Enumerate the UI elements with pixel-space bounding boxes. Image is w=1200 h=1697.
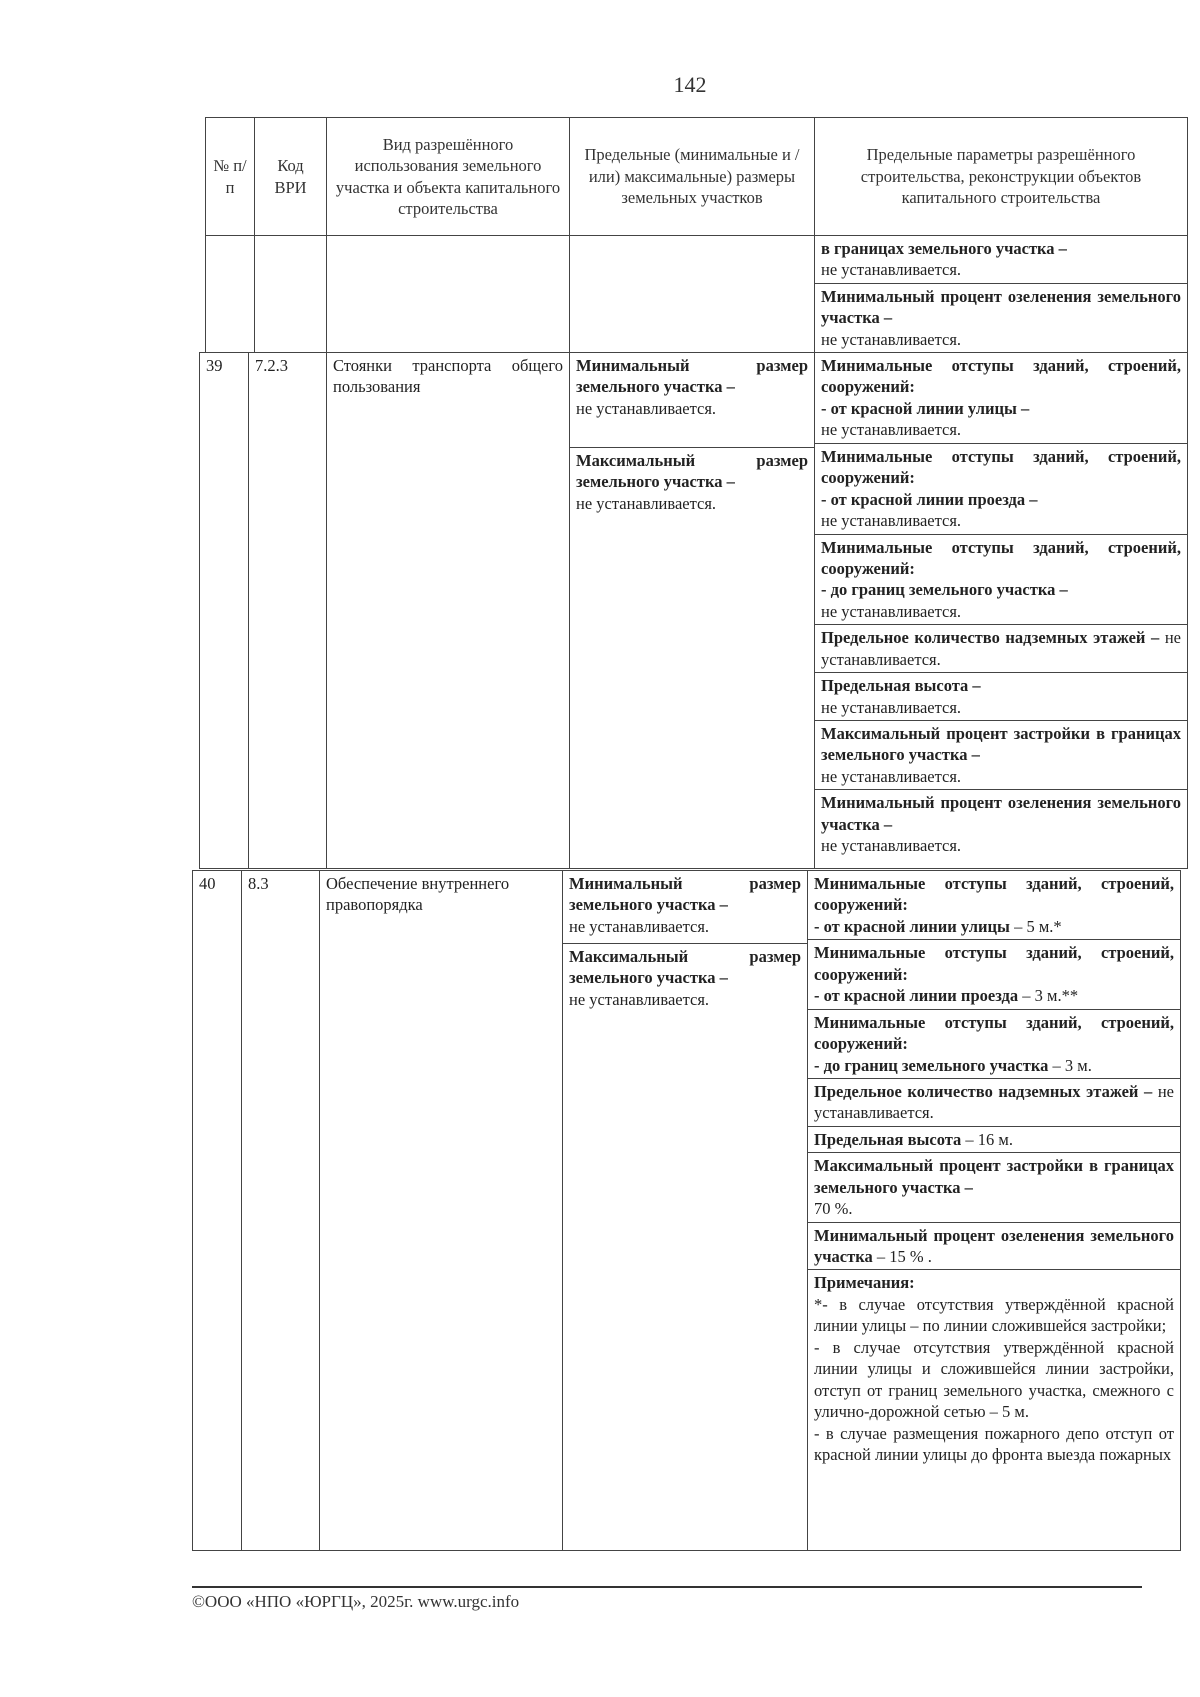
row40-param-2: Минимальные отступы зданий, строений, сооружений: - от красной линии проезда – 3 м.** (808, 940, 1180, 1009)
row40-num: 40 (193, 871, 242, 1551)
row40-params (808, 871, 1181, 1551)
row39-num: 39 (200, 353, 249, 869)
header-use-type: Вид разрешённого использования земельного участка и объекта капитального строительства (327, 118, 570, 236)
header-num: № п/п (206, 118, 255, 236)
row39-param-6: Максимальный процент застройки в границах земельного участка – не устанавливается. (815, 721, 1187, 790)
row39-param-5: Предельная высота – не устанавливается. (815, 673, 1187, 721)
note-2: - в случае отсутствия утверждённой красной линии улицы и сложившейся линии застройки, отступ от границ земельного участка, смежного с улично-дорожной сетью – 5 м. (814, 1337, 1174, 1422)
footer-divider (192, 1586, 1142, 1588)
row39-code: 7.2.3 (249, 353, 327, 869)
footer-copyright: ©ООО «НПО «ЮРГЦ», 2025г. www.urgc.info (192, 1592, 520, 1611)
continuation-table (205, 235, 1188, 353)
row39-min-size: Минимальный размер земельного участка – не устанавливается. (570, 353, 814, 448)
header-build-params: Предельные параметры разрешённого строительства, реконструкции объектов капитального строительства (815, 118, 1188, 236)
row39-name: Стоянки транспорта общего пользования (327, 353, 570, 869)
cont-size (570, 236, 815, 353)
row-39-table (199, 352, 1188, 869)
notes-title: Примечания: (814, 1273, 915, 1293)
note-1: *- в случае отсутствия утверждённой красной линии улицы – по линии сложившейся застройки; (814, 1294, 1174, 1336)
row40-param-5: Предельная высота – 16 м. (808, 1126, 1180, 1152)
row39-param-7: Минимальный процент озеленения земельного участка – не устанавливается. (821, 793, 1181, 856)
row39-max-size: Максимальный размер земельного участка – не устанавливается. (576, 451, 808, 513)
note-3: - в случае размещения пожарного депо отступ от красной линии улицы до фронта выезда пожарных (814, 1423, 1174, 1464)
row40-name: Обеспечение внутреннего правопорядка (320, 871, 563, 1551)
row40-max-size: Максимальный размер земельного участка – не устанавливается. (569, 947, 801, 1009)
page-number: 142 (673, 72, 707, 97)
row40-notes (808, 1270, 1180, 1467)
row39-param-3: Минимальные отступы зданий, строений, сооружений: - до границ земельного участка – не устанавливается. (815, 534, 1187, 625)
row40-param-6: Максимальный процент застройки в границах земельного участка – 70 %. (808, 1153, 1180, 1222)
header-code: Код ВРИ (255, 118, 327, 236)
row40-min-size: Минимальный размер земельного участка – не устанавливается. (563, 871, 807, 944)
cont-param-2: Минимальный процент озеленения земельного участка – не устанавливается. (821, 286, 1181, 349)
row-40-table (192, 870, 1181, 1551)
row39-param-1: Минимальные отступы зданий, строений, сооружений: - от красной линии улицы – не устанавливается. (815, 353, 1187, 443)
cont-code (255, 236, 327, 353)
cont-params (815, 236, 1188, 353)
cont-name (327, 236, 570, 353)
header-land-size: Предельные (минимальные и /или) максимальные) размеры земельных участков (570, 118, 815, 236)
row40-param-3: Минимальные отступы зданий, строений, сооружений: - до границ земельного участка – 3 м. (808, 1009, 1180, 1078)
header-table (205, 117, 1188, 236)
row40-code: 8.3 (242, 871, 320, 1551)
row39-land-size (570, 353, 815, 869)
row40-param-4: Предельное количество надземных этажей – не устанавливается. (808, 1078, 1180, 1126)
row39-params (815, 353, 1188, 869)
row39-param-4: Предельное количество надземных этажей – не устанавливается. (815, 625, 1187, 673)
cont-num (206, 236, 255, 353)
row40-param-1: Минимальные отступы зданий, строений, сооружений: - от красной линии улицы – 5 м.* (808, 871, 1180, 940)
row40-param-7: Минимальный процент озеленения земельного участка – 15 % . (808, 1222, 1180, 1270)
row40-land-size (563, 871, 808, 1551)
row39-param-2: Минимальные отступы зданий, строений, сооружений: - от красной линии проезда – не устанавливается. (815, 443, 1187, 534)
cont-param-1: в границах земельного участка – не устанавливается. (815, 236, 1187, 283)
